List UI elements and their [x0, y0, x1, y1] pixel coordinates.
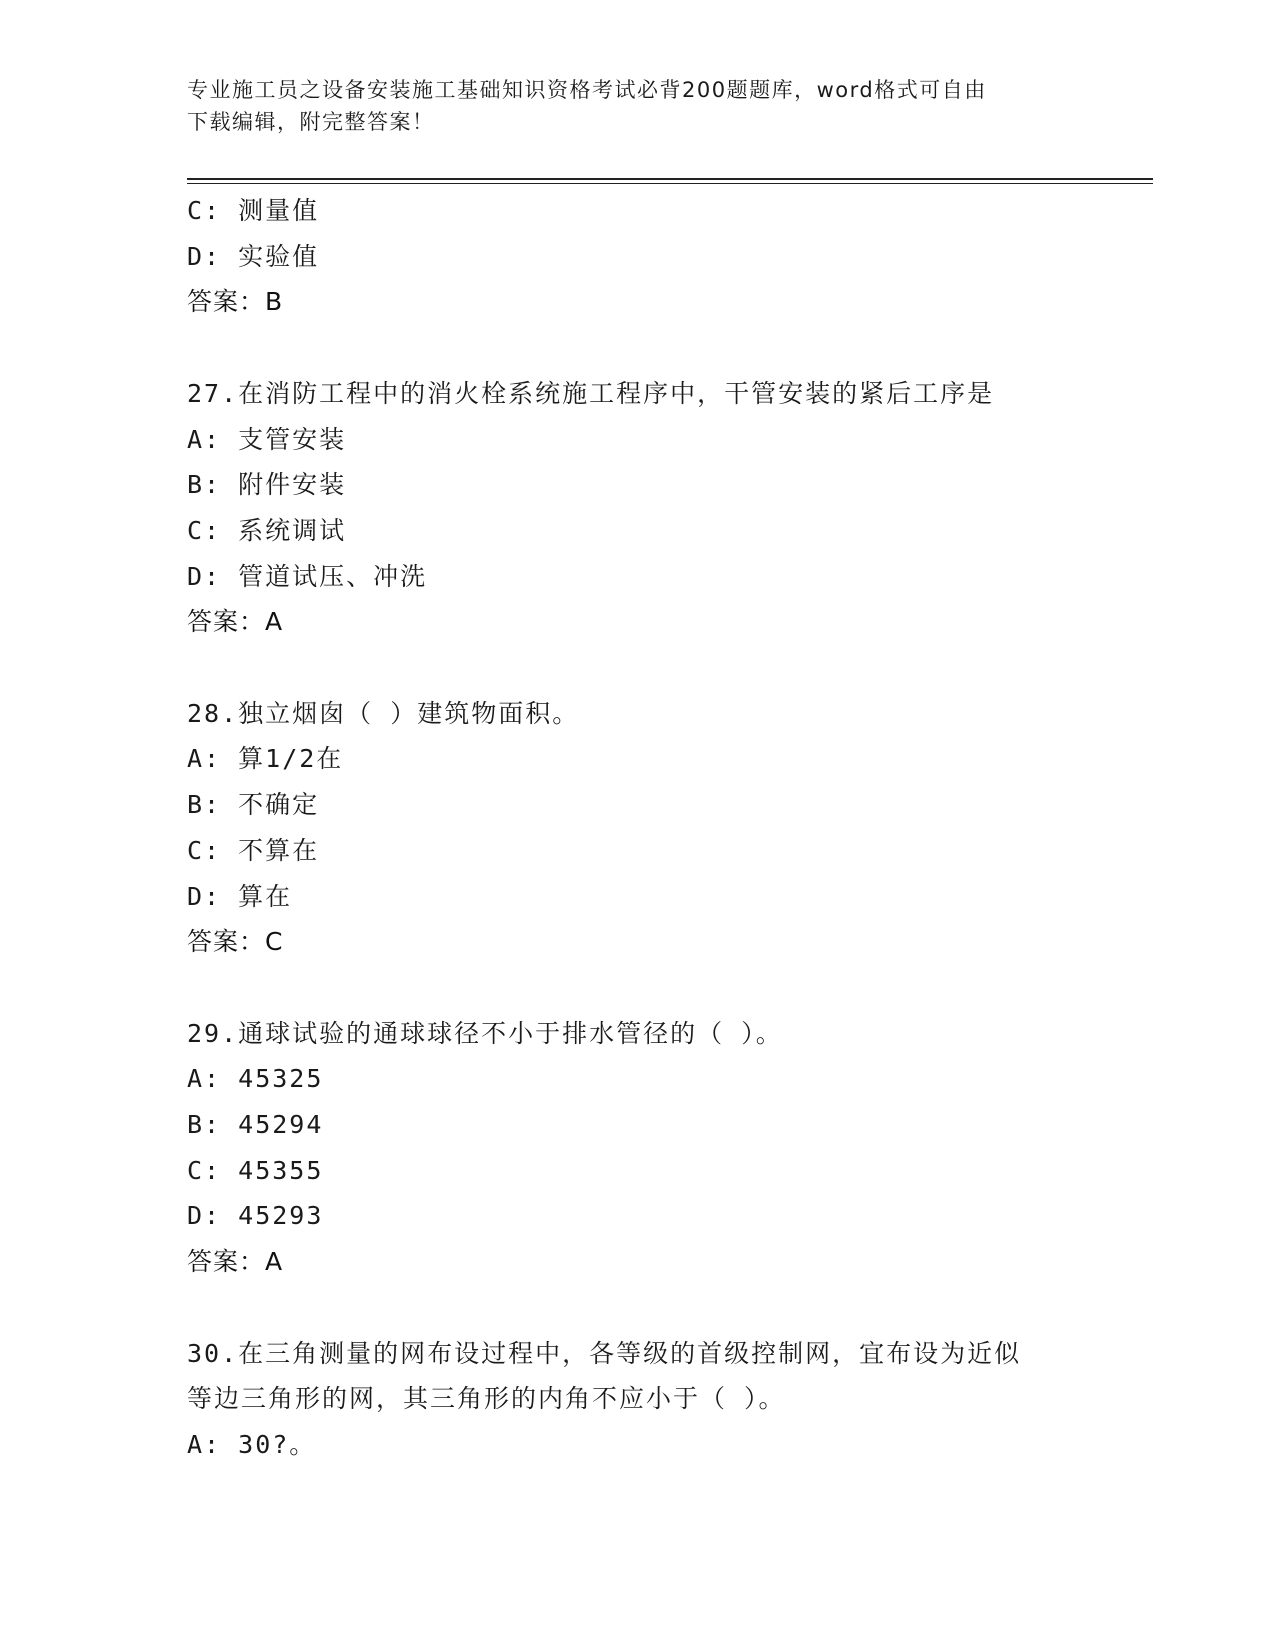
- option-c: C: 测量值: [187, 196, 320, 225]
- question-stem-line-1: 30.在三角测量的网布设过程中，各等级的首级控制网，宜布设为近似: [187, 1338, 1022, 1368]
- header-divider: [187, 178, 1153, 180]
- option-b: B: 不确定: [187, 790, 320, 820]
- option-b: B: 附件安装: [187, 470, 347, 500]
- header-line-2: 下载编辑，附完整答案！: [187, 110, 435, 134]
- question-27: [187, 371, 1087, 645]
- option-d: D: 管道试压、冲洗: [187, 561, 428, 591]
- option-d: D: 45293: [187, 1201, 324, 1231]
- answer-line: 答案：A: [187, 1247, 284, 1277]
- answer-line: 答案：A: [187, 607, 284, 637]
- header-divider-thin: [187, 183, 1153, 184]
- question-stem: 28.独立烟囱（ ）建筑物面积。: [187, 698, 580, 728]
- header-line-1: 专业施工员之设备安装施工基础知识资格考试必背200题题库，word格式可自由: [187, 78, 987, 102]
- option-c: C: 45355: [187, 1155, 324, 1185]
- option-b: B: 45294: [187, 1110, 324, 1140]
- option-a: A: 45325: [187, 1064, 324, 1094]
- question-stem-line-2: 等边三角形的网，其三角形的内角不应小于（ ）。: [187, 1384, 786, 1414]
- question-list: [187, 188, 1087, 1468]
- option-a: A: 算1/2在: [187, 744, 344, 774]
- question-stem: 29.通球试验的通球球径不小于排水管径的（ ）。: [187, 1018, 783, 1048]
- option-c: C: 不算在: [187, 835, 320, 865]
- answer-line: 答案：B: [187, 287, 284, 317]
- question-30: [187, 1331, 1087, 1468]
- option-d: D: 算在: [187, 881, 293, 911]
- option-d: D: 实验值: [187, 241, 320, 271]
- option-c: C: 系统调试: [187, 515, 347, 545]
- option-a: A: 30?。: [187, 1429, 317, 1459]
- answer-line: 答案：C: [187, 927, 284, 957]
- question-28: [187, 691, 1087, 965]
- question-stem: 27.在消防工程中的消火栓系统施工程序中，干管安装的紧后工序是: [187, 378, 995, 408]
- option-a: A: 支管安装: [187, 424, 347, 454]
- previous-question-tail: [187, 188, 1087, 325]
- question-29: [187, 1011, 1087, 1285]
- document-header: [187, 74, 1067, 138]
